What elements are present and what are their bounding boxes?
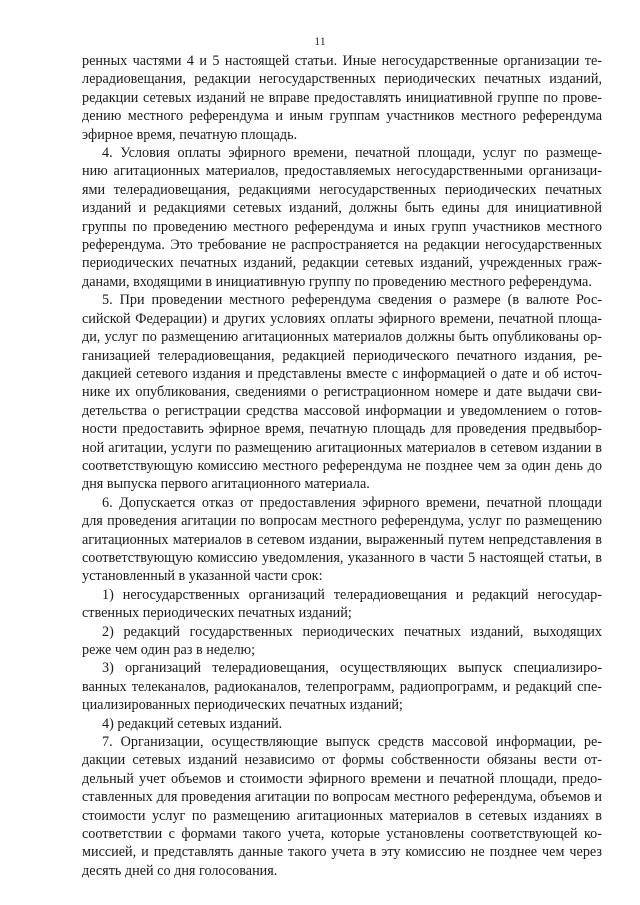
text-line: соответствии с формами такого учета, которые установлены соответствующей ко- — [82, 826, 602, 843]
text-line: ганизацией телерадиовещания, редакцией периодического печатного издания, ре- — [82, 347, 602, 364]
text-line: циализированных периодических печатных изданий; — [82, 697, 403, 714]
text-line: ставленных для проведения агитации по вопросам местного референдума, объемов и — [82, 789, 602, 806]
text-line: референдума. Это требование не распространяется на редакции негосударственных — [82, 237, 602, 254]
paragraph — [82, 586, 602, 623]
text-line: 4. Условия оплаты эфирного времени, печатной площади, услуг по размеще- — [102, 145, 602, 162]
paragraph — [82, 659, 602, 714]
text-line: соответствующую комиссию уведомления, указанного в части 5 настоящей статьи, в — [82, 549, 602, 566]
text-line: 4) редакций сетевых изданий. — [102, 715, 283, 732]
paragraph — [82, 623, 602, 660]
text-line: детельства о регистрации средства массовой информации и уведомлением о готов- — [82, 402, 602, 419]
text-line: ности предоставить эфирное время, печатную площадь для проведения предвыбор- — [82, 421, 602, 438]
paragraph — [82, 715, 602, 733]
page-number: 11 — [314, 34, 326, 48]
text-line: ственных периодических печатных изданий; — [82, 605, 352, 622]
paragraph — [82, 52, 602, 144]
text-line: нике их опубликования, сведениями о регистрационном номере и дате выдачи сви- — [82, 384, 602, 401]
text-line: периодических печатных изданий, редакции сетевых изданий, учрежденных граж- — [82, 255, 602, 272]
text-line: ренных частями 4 и 5 настоящей статьи. Иные негосударственные организации те- — [82, 53, 602, 69]
paragraph — [82, 733, 602, 880]
text-line: 5. При проведении местного референдума сведения о размере (в валюте Рос- — [102, 292, 602, 309]
text-line: 2) редакций государственных периодических печатных изданий, выходящих — [102, 623, 602, 640]
text-line: ванных телеканалов, радиоканалов, телепрограмм, радиопрограмм, и редакций спе- — [82, 678, 602, 695]
document-body — [82, 52, 602, 880]
text-line: эфирное время, печатную площадь. — [82, 126, 298, 143]
text-line: 6. Допускается отказ от предоставления эфирного времени, печатной площади — [102, 494, 602, 511]
text-line: дакции сетевых изданий независимо от формы собственности обязаны вести от- — [82, 752, 602, 769]
text-line: 3) организаций телерадиовещания, осуществляющих выпуск специализиро- — [102, 660, 602, 677]
text-line: реже чем один раз в неделю; — [82, 642, 256, 658]
text-line: ди, услуг по размещению агитационных материалов должны быть опубликованы ор- — [82, 329, 602, 346]
text-line: ями телерадиовещания, редакциями негосударственных периодических печатных — [82, 181, 602, 198]
paragraph — [82, 291, 602, 493]
text-line: дельный учет объемов и стоимости эфирного времени и печатной площади, предо- — [82, 770, 602, 787]
text-line: десять дней со дня голосования. — [82, 862, 278, 879]
text-line: лерадиовещания, редакции негосударственных периодических печатных изданий, — [82, 71, 602, 88]
text-line: соответствующую комиссию местного референдума не позднее чем за один день до — [82, 457, 602, 474]
text-line: миссией, и представлять данные такого учета в эту комиссию не позднее чем через — [82, 844, 602, 861]
text-line: ной агитации, услуги по размещению агитационных материалов в сетевом издании в — [82, 439, 602, 456]
paragraph — [82, 494, 602, 586]
text-line: дакцией сетевого издания и представлены вместе с информацией о дате и об источ- — [82, 365, 602, 382]
text-line: группы по проведению местного референдума и иных групп участников местного — [82, 218, 602, 235]
text-line: стоимости услуг по размещению агитационных материалов в сетевых изданиях в — [82, 807, 602, 824]
text-line: 7. Организации, осуществляющие выпуск средств массовой информации, ре- — [102, 734, 602, 751]
paragraph — [82, 144, 602, 291]
text-line: редакции сетевых изданий не вправе предоставлять инициативной группе по прове- — [82, 89, 602, 106]
text-line: агитационных материалов в сетевом издании, выраженный путем непредставления в — [82, 531, 602, 548]
text-line: дению местного референдума и иным группам участников местного референдума — [82, 108, 602, 125]
text-line: данами, входящими в инициативную группу по проведению местного референдума. — [82, 273, 592, 290]
text-line: дня выпуска первого агитационного материала. — [82, 476, 370, 493]
text-line: для проведения агитации по вопросам местного референдума, услуг по размещению — [82, 513, 602, 530]
text-line: изданий и редакциями сетевых изданий, должны быть едины для инициативной — [82, 200, 602, 217]
text-line: сийской Федерации) и других условиях оплаты эфирного времени, печатной площа- — [82, 310, 602, 327]
text-line: установленный в указанной части срок: — [82, 568, 323, 585]
text-line: нию агитационных материалов, предоставляемых негосударственными организаци- — [82, 163, 602, 180]
text-line: 1) негосударственных организаций телерадиовещания и редакций негосудар- — [102, 586, 602, 603]
